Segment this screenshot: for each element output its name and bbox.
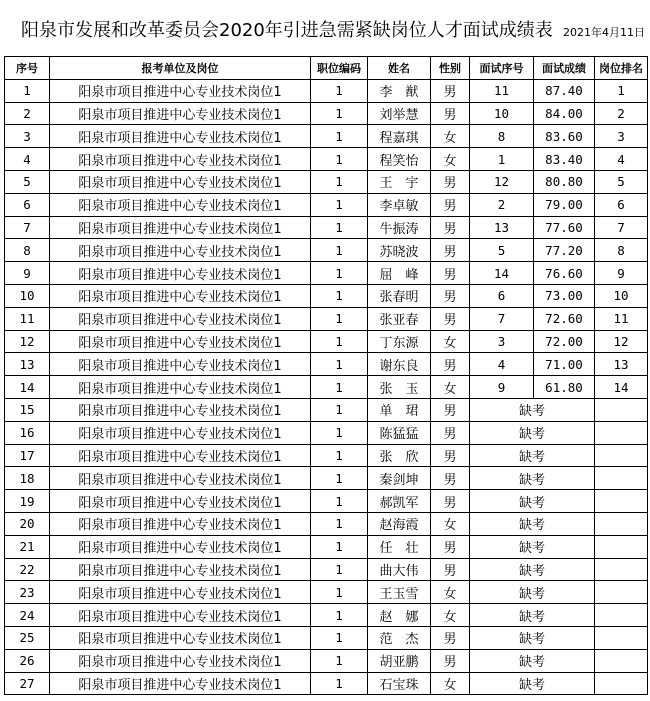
cell-rank <box>595 467 648 490</box>
cell-code: 1 <box>311 125 368 148</box>
table-row <box>5 581 648 604</box>
table-row <box>5 307 648 330</box>
col-header-no: 序号 <box>5 57 50 80</box>
table-row <box>5 672 648 695</box>
cell-sex: 女 <box>431 125 470 148</box>
cell-unit: 阳泉市项目推进中心专业技术岗位1 <box>50 672 311 695</box>
cell-order: 3 <box>470 330 534 353</box>
cell-unit: 阳泉市项目推进中心专业技术岗位1 <box>50 558 311 581</box>
cell-no: 3 <box>5 125 50 148</box>
table-row <box>5 558 648 581</box>
cell-order: 10 <box>470 102 534 125</box>
cell-name: 张春明 <box>368 284 431 307</box>
cell-code: 1 <box>311 216 368 239</box>
cell-rank <box>595 512 648 535</box>
cell-name: 程笑怡 <box>368 148 431 171</box>
cell-score: 83.40 <box>534 148 595 171</box>
cell-no: 25 <box>5 626 50 649</box>
cell-absent: 缺考 <box>470 512 595 535</box>
cell-sex: 女 <box>431 330 470 353</box>
cell-sex: 男 <box>431 626 470 649</box>
cell-no: 19 <box>5 490 50 513</box>
table-row <box>5 170 648 193</box>
cell-unit: 阳泉市项目推进中心专业技术岗位1 <box>50 490 311 513</box>
table-row <box>5 216 648 239</box>
cell-no: 4 <box>5 148 50 171</box>
cell-no: 26 <box>5 649 50 672</box>
cell-score: 77.60 <box>534 216 595 239</box>
table-row <box>5 649 648 672</box>
cell-no: 6 <box>5 193 50 216</box>
cell-unit: 阳泉市项目推进中心专业技术岗位1 <box>50 262 311 285</box>
cell-code: 1 <box>311 558 368 581</box>
col-header-rank: 岗位排名 <box>595 57 648 80</box>
cell-rank: 13 <box>595 353 648 376</box>
cell-rank <box>595 535 648 558</box>
col-header-score: 面试成绩 <box>534 57 595 80</box>
cell-no: 7 <box>5 216 50 239</box>
cell-name: 石宝珠 <box>368 672 431 695</box>
cell-no: 20 <box>5 512 50 535</box>
cell-name: 张 欣 <box>368 444 431 467</box>
cell-rank <box>595 604 648 627</box>
cell-name: 任 壮 <box>368 535 431 558</box>
cell-name: 屈 峰 <box>368 262 431 285</box>
cell-unit: 阳泉市项目推进中心专业技术岗位1 <box>50 216 311 239</box>
cell-unit: 阳泉市项目推进中心专业技术岗位1 <box>50 581 311 604</box>
cell-unit: 阳泉市项目推进中心专业技术岗位1 <box>50 604 311 627</box>
cell-sex: 男 <box>431 262 470 285</box>
cell-name: 程嘉琪 <box>368 125 431 148</box>
cell-no: 1 <box>5 79 50 102</box>
cell-no: 2 <box>5 102 50 125</box>
cell-sex: 女 <box>431 604 470 627</box>
cell-name: 赵海霞 <box>368 512 431 535</box>
cell-sex: 女 <box>431 672 470 695</box>
table-row <box>5 490 648 513</box>
cell-name: 胡亚鹏 <box>368 649 431 672</box>
cell-score: 83.60 <box>534 125 595 148</box>
cell-unit: 阳泉市项目推进中心专业技术岗位1 <box>50 535 311 558</box>
cell-no: 8 <box>5 239 50 262</box>
cell-code: 1 <box>311 307 368 330</box>
cell-order: 12 <box>470 170 534 193</box>
cell-code: 1 <box>311 330 368 353</box>
cell-order: 9 <box>470 376 534 399</box>
cell-rank: 12 <box>595 330 648 353</box>
cell-name: 范 杰 <box>368 626 431 649</box>
cell-rank: 5 <box>595 170 648 193</box>
cell-code: 1 <box>311 672 368 695</box>
cell-sex: 男 <box>431 558 470 581</box>
cell-sex: 男 <box>431 284 470 307</box>
cell-name: 李卓敏 <box>368 193 431 216</box>
cell-score: 61.80 <box>534 376 595 399</box>
cell-unit: 阳泉市项目推进中心专业技术岗位1 <box>50 79 311 102</box>
cell-unit: 阳泉市项目推进中心专业技术岗位1 <box>50 353 311 376</box>
cell-code: 1 <box>311 284 368 307</box>
table-row <box>5 330 648 353</box>
cell-unit: 阳泉市项目推进中心专业技术岗位1 <box>50 307 311 330</box>
cell-name: 张亚春 <box>368 307 431 330</box>
cell-code: 1 <box>311 512 368 535</box>
table-row <box>5 421 648 444</box>
score-table <box>4 56 648 695</box>
cell-rank: 4 <box>595 148 648 171</box>
cell-rank <box>595 626 648 649</box>
cell-rank <box>595 421 648 444</box>
cell-code: 1 <box>311 581 368 604</box>
cell-name: 陈猛猛 <box>368 421 431 444</box>
cell-rank <box>595 558 648 581</box>
cell-sex: 男 <box>431 467 470 490</box>
cell-no: 10 <box>5 284 50 307</box>
table-row <box>5 512 648 535</box>
table-row <box>5 79 648 102</box>
cell-name: 秦剑坤 <box>368 467 431 490</box>
cell-unit: 阳泉市项目推进中心专业技术岗位1 <box>50 170 311 193</box>
cell-no: 14 <box>5 376 50 399</box>
cell-rank: 2 <box>595 102 648 125</box>
cell-sex: 男 <box>431 353 470 376</box>
cell-unit: 阳泉市项目推进中心专业技术岗位1 <box>50 649 311 672</box>
cell-name: 王 宇 <box>368 170 431 193</box>
cell-order: 7 <box>470 307 534 330</box>
cell-score: 79.00 <box>534 193 595 216</box>
cell-name: 张 玉 <box>368 376 431 399</box>
cell-name: 王玉雪 <box>368 581 431 604</box>
cell-rank: 1 <box>595 79 648 102</box>
cell-rank <box>595 581 648 604</box>
table-row <box>5 535 648 558</box>
cell-name: 曲大伟 <box>368 558 431 581</box>
cell-name: 苏晓波 <box>368 239 431 262</box>
cell-unit: 阳泉市项目推进中心专业技术岗位1 <box>50 330 311 353</box>
cell-code: 1 <box>311 262 368 285</box>
cell-code: 1 <box>311 535 368 558</box>
cell-rank: 9 <box>595 262 648 285</box>
cell-sex: 男 <box>431 307 470 330</box>
cell-score: 71.00 <box>534 353 595 376</box>
cell-no: 18 <box>5 467 50 490</box>
cell-no: 11 <box>5 307 50 330</box>
cell-sex: 男 <box>431 193 470 216</box>
cell-sex: 男 <box>431 649 470 672</box>
cell-unit: 阳泉市项目推进中心专业技术岗位1 <box>50 148 311 171</box>
cell-absent: 缺考 <box>470 604 595 627</box>
page-title: 阳泉市发展和改革委员会2020年引进急需紧缺岗位人才面试成绩表 <box>21 20 553 41</box>
cell-sex: 女 <box>431 148 470 171</box>
table-row <box>5 398 648 421</box>
table-row <box>5 125 648 148</box>
cell-code: 1 <box>311 193 368 216</box>
cell-absent: 缺考 <box>470 467 595 490</box>
cell-absent: 缺考 <box>470 535 595 558</box>
cell-sex: 男 <box>431 239 470 262</box>
col-header-order: 面试序号 <box>470 57 534 80</box>
cell-unit: 阳泉市项目推进中心专业技术岗位1 <box>50 398 311 421</box>
cell-code: 1 <box>311 444 368 467</box>
cell-sex: 女 <box>431 512 470 535</box>
cell-sex: 男 <box>431 535 470 558</box>
cell-score: 87.40 <box>534 79 595 102</box>
cell-rank: 3 <box>595 125 648 148</box>
cell-no: 9 <box>5 262 50 285</box>
cell-name: 刘举慧 <box>368 102 431 125</box>
cell-unit: 阳泉市项目推进中心专业技术岗位1 <box>50 467 311 490</box>
cell-name: 丁东源 <box>368 330 431 353</box>
cell-name: 李 猷 <box>368 79 431 102</box>
cell-unit: 阳泉市项目推进中心专业技术岗位1 <box>50 284 311 307</box>
cell-code: 1 <box>311 604 368 627</box>
col-header-sex: 性别 <box>431 57 470 80</box>
table-row <box>5 102 648 125</box>
table-row <box>5 284 648 307</box>
table-row <box>5 444 648 467</box>
cell-rank: 10 <box>595 284 648 307</box>
cell-absent: 缺考 <box>470 649 595 672</box>
cell-code: 1 <box>311 79 368 102</box>
cell-rank: 6 <box>595 193 648 216</box>
cell-absent: 缺考 <box>470 421 595 444</box>
col-header-unit: 报考单位及岗位 <box>50 57 311 80</box>
table-row <box>5 467 648 490</box>
cell-absent: 缺考 <box>470 581 595 604</box>
cell-order: 4 <box>470 353 534 376</box>
cell-absent: 缺考 <box>470 490 595 513</box>
cell-sex: 女 <box>431 376 470 399</box>
table-row <box>5 148 648 171</box>
cell-code: 1 <box>311 102 368 125</box>
table-row <box>5 193 648 216</box>
cell-score: 77.20 <box>534 239 595 262</box>
cell-no: 16 <box>5 421 50 444</box>
cell-absent: 缺考 <box>470 626 595 649</box>
cell-rank: 14 <box>595 376 648 399</box>
col-header-name: 姓名 <box>368 57 431 80</box>
cell-rank <box>595 490 648 513</box>
cell-code: 1 <box>311 170 368 193</box>
cell-unit: 阳泉市项目推进中心专业技术岗位1 <box>50 193 311 216</box>
cell-absent: 缺考 <box>470 444 595 467</box>
cell-sex: 男 <box>431 170 470 193</box>
cell-order: 5 <box>470 239 534 262</box>
cell-no: 23 <box>5 581 50 604</box>
cell-order: 13 <box>470 216 534 239</box>
cell-code: 1 <box>311 239 368 262</box>
table-row <box>5 626 648 649</box>
document-date: 2021年4月11日 <box>563 26 645 39</box>
col-header-code: 职位编码 <box>311 57 368 80</box>
cell-rank <box>595 398 648 421</box>
cell-name: 赵 娜 <box>368 604 431 627</box>
cell-unit: 阳泉市项目推进中心专业技术岗位1 <box>50 102 311 125</box>
title-bar <box>0 0 650 56</box>
cell-no: 12 <box>5 330 50 353</box>
table-row <box>5 353 648 376</box>
table-row <box>5 604 648 627</box>
cell-name: 单 珺 <box>368 398 431 421</box>
cell-code: 1 <box>311 626 368 649</box>
table-header-row <box>5 57 648 80</box>
cell-code: 1 <box>311 421 368 444</box>
cell-sex: 男 <box>431 216 470 239</box>
cell-sex: 女 <box>431 581 470 604</box>
cell-order: 6 <box>470 284 534 307</box>
cell-rank: 8 <box>595 239 648 262</box>
cell-unit: 阳泉市项目推进中心专业技术岗位1 <box>50 421 311 444</box>
cell-score: 80.80 <box>534 170 595 193</box>
cell-unit: 阳泉市项目推进中心专业技术岗位1 <box>50 125 311 148</box>
cell-no: 13 <box>5 353 50 376</box>
cell-no: 21 <box>5 535 50 558</box>
cell-code: 1 <box>311 398 368 421</box>
cell-unit: 阳泉市项目推进中心专业技术岗位1 <box>50 512 311 535</box>
table-row <box>5 239 648 262</box>
cell-no: 15 <box>5 398 50 421</box>
cell-rank <box>595 672 648 695</box>
cell-code: 1 <box>311 467 368 490</box>
table-body <box>5 79 648 695</box>
cell-rank: 11 <box>595 307 648 330</box>
cell-sex: 男 <box>431 102 470 125</box>
cell-sex: 男 <box>431 490 470 513</box>
cell-sex: 男 <box>431 398 470 421</box>
cell-order: 2 <box>470 193 534 216</box>
cell-score: 73.00 <box>534 284 595 307</box>
cell-no: 22 <box>5 558 50 581</box>
table-row <box>5 376 648 399</box>
cell-rank <box>595 649 648 672</box>
cell-order: 11 <box>470 79 534 102</box>
cell-order: 8 <box>470 125 534 148</box>
table-row <box>5 262 648 285</box>
cell-rank <box>595 444 648 467</box>
cell-code: 1 <box>311 376 368 399</box>
cell-name: 牛振涛 <box>368 216 431 239</box>
cell-absent: 缺考 <box>470 672 595 695</box>
cell-score: 72.00 <box>534 330 595 353</box>
cell-no: 27 <box>5 672 50 695</box>
cell-sex: 男 <box>431 79 470 102</box>
cell-code: 1 <box>311 490 368 513</box>
cell-name: 郝凯军 <box>368 490 431 513</box>
cell-score: 72.60 <box>534 307 595 330</box>
cell-score: 76.60 <box>534 262 595 285</box>
cell-rank: 7 <box>595 216 648 239</box>
cell-order: 14 <box>470 262 534 285</box>
cell-score: 84.00 <box>534 102 595 125</box>
cell-absent: 缺考 <box>470 398 595 421</box>
cell-sex: 男 <box>431 444 470 467</box>
cell-no: 24 <box>5 604 50 627</box>
cell-code: 1 <box>311 148 368 171</box>
cell-code: 1 <box>311 649 368 672</box>
cell-sex: 男 <box>431 421 470 444</box>
cell-unit: 阳泉市项目推进中心专业技术岗位1 <box>50 376 311 399</box>
cell-no: 5 <box>5 170 50 193</box>
cell-unit: 阳泉市项目推进中心专业技术岗位1 <box>50 626 311 649</box>
cell-unit: 阳泉市项目推进中心专业技术岗位1 <box>50 444 311 467</box>
cell-unit: 阳泉市项目推进中心专业技术岗位1 <box>50 239 311 262</box>
cell-order: 1 <box>470 148 534 171</box>
cell-no: 17 <box>5 444 50 467</box>
cell-name: 谢东良 <box>368 353 431 376</box>
cell-absent: 缺考 <box>470 558 595 581</box>
cell-code: 1 <box>311 353 368 376</box>
